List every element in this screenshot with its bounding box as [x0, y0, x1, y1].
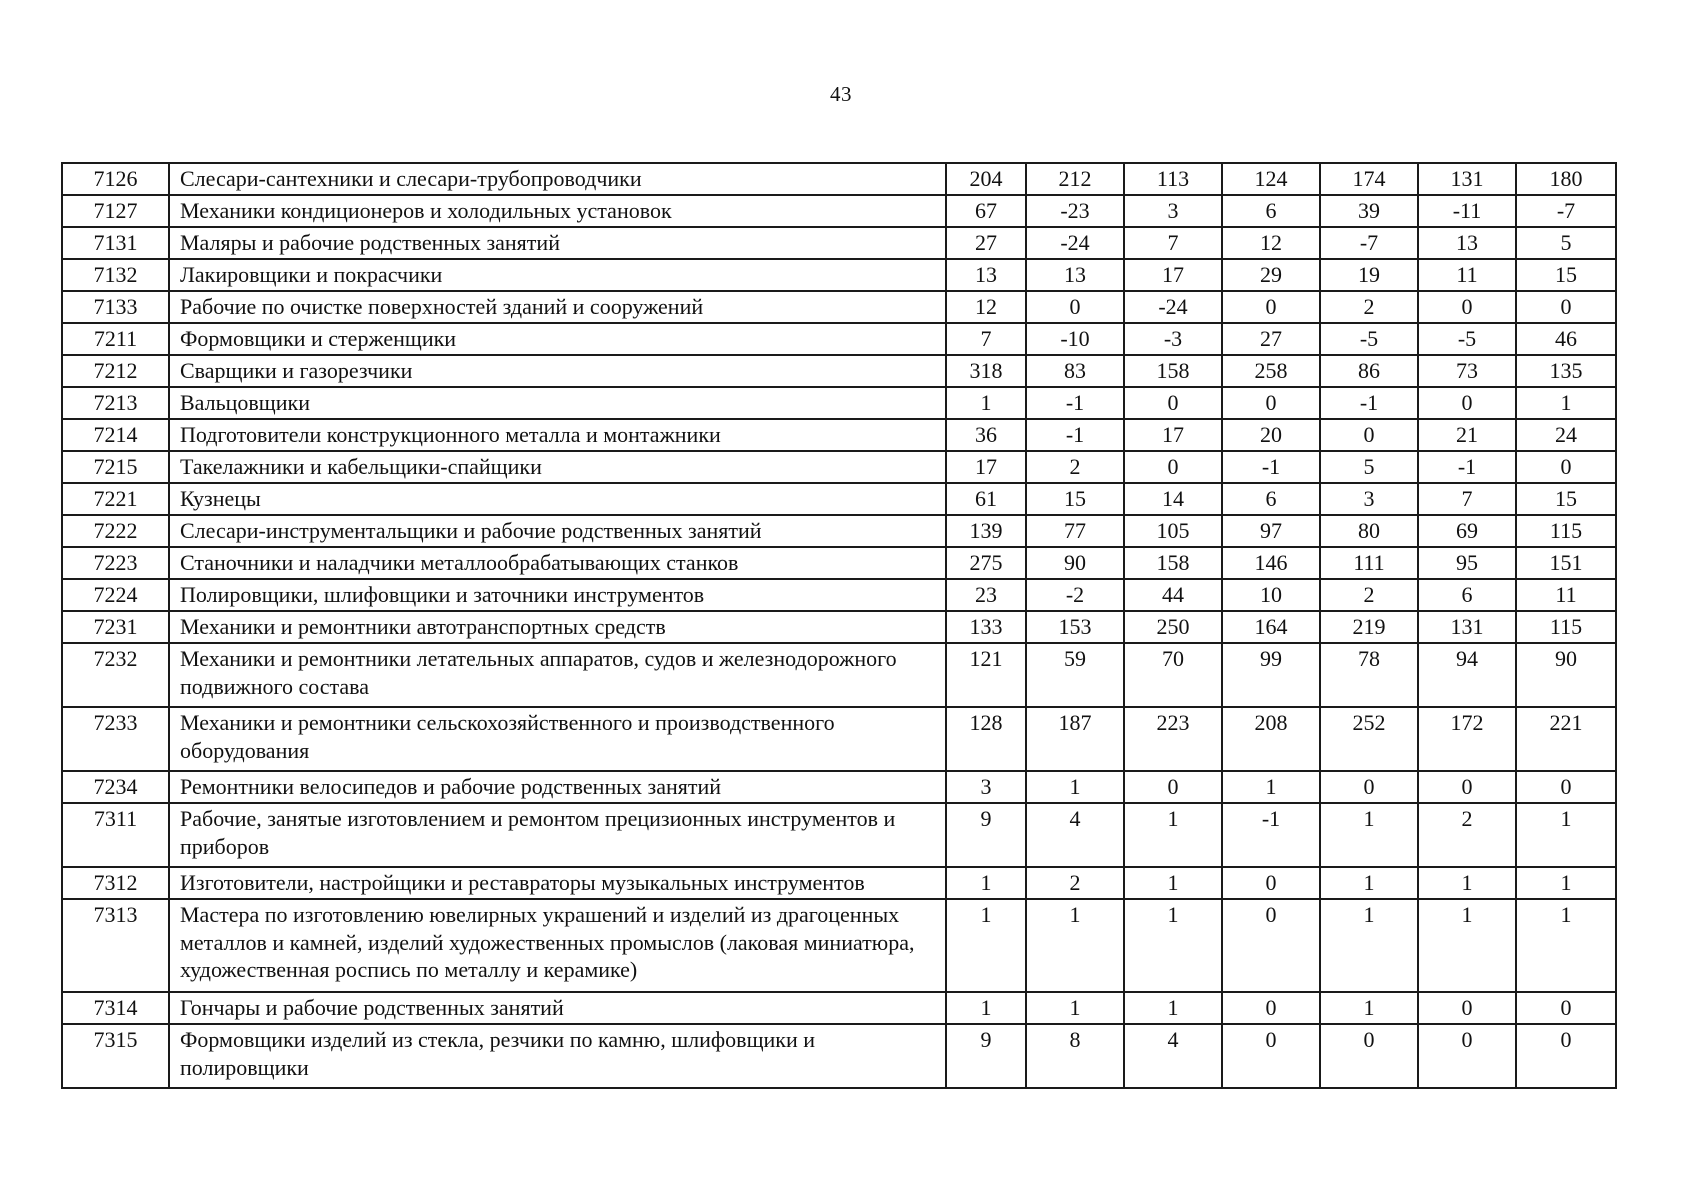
table-row [62, 707, 1616, 771]
value-cell: 115 [1516, 611, 1616, 643]
value-cell: 4 [1124, 1024, 1222, 1088]
value-cell: 219 [1320, 611, 1418, 643]
occupation-code: 7215 [62, 451, 169, 483]
value-cell: -1 [1320, 387, 1418, 419]
table-row [62, 259, 1616, 291]
value-cell: 121 [946, 643, 1026, 707]
value-cell: 158 [1124, 355, 1222, 387]
value-cell: 1 [1516, 867, 1616, 899]
value-cell: -7 [1516, 195, 1616, 227]
value-cell: -24 [1124, 291, 1222, 323]
value-cell: 19 [1320, 259, 1418, 291]
table-row [62, 547, 1616, 579]
value-cell: -1 [1222, 451, 1320, 483]
value-cell: 212 [1026, 163, 1124, 195]
value-cell: 13 [946, 259, 1026, 291]
value-cell: 1 [1516, 387, 1616, 419]
value-cell: 1 [1516, 899, 1616, 992]
value-cell: 1 [1222, 771, 1320, 803]
value-cell: 9 [946, 1024, 1026, 1088]
value-cell: 0 [1320, 771, 1418, 803]
value-cell: 1 [946, 387, 1026, 419]
occupation-title: Полировщики, шлифовщики и заточники инструментов [169, 579, 946, 611]
value-cell: 0 [1320, 419, 1418, 451]
table-row [62, 515, 1616, 547]
value-cell: 139 [946, 515, 1026, 547]
value-cell: 1 [1124, 803, 1222, 867]
occupation-code: 7315 [62, 1024, 169, 1088]
table-row [62, 291, 1616, 323]
occupation-code: 7233 [62, 707, 169, 771]
occupation-code: 7221 [62, 483, 169, 515]
value-cell: 46 [1516, 323, 1616, 355]
value-cell: 258 [1222, 355, 1320, 387]
value-cell: 131 [1418, 611, 1516, 643]
table-row [62, 195, 1616, 227]
value-cell: 0 [1418, 291, 1516, 323]
value-cell: 1 [1124, 992, 1222, 1024]
value-cell: 17 [1124, 419, 1222, 451]
value-cell: 4 [1026, 803, 1124, 867]
occupation-title: Механики и ремонтники сельскохозяйственного и производственного оборудования [169, 707, 946, 771]
value-cell: 0 [1124, 387, 1222, 419]
value-cell: 0 [1516, 1024, 1616, 1088]
table-row [62, 483, 1616, 515]
value-cell: 0 [1516, 291, 1616, 323]
value-cell: 21 [1418, 419, 1516, 451]
value-cell: 275 [946, 547, 1026, 579]
value-cell: 78 [1320, 643, 1418, 707]
occupation-title: Механики и ремонтники летательных аппаратов, судов и железнодорожного подвижного состава [169, 643, 946, 707]
occupation-title: Формовщики и стерженщики [169, 323, 946, 355]
value-cell: 3 [1320, 483, 1418, 515]
value-cell: -23 [1026, 195, 1124, 227]
value-cell: 0 [1320, 1024, 1418, 1088]
value-cell: -1 [1222, 803, 1320, 867]
value-cell: -3 [1124, 323, 1222, 355]
table-row [62, 611, 1616, 643]
value-cell: 113 [1124, 163, 1222, 195]
occupation-code: 7313 [62, 899, 169, 992]
value-cell: 67 [946, 195, 1026, 227]
value-cell: 27 [946, 227, 1026, 259]
value-cell: 15 [1516, 483, 1616, 515]
value-cell: 1 [1418, 899, 1516, 992]
value-cell: 135 [1516, 355, 1616, 387]
value-cell: 69 [1418, 515, 1516, 547]
value-cell: 0 [1124, 451, 1222, 483]
value-cell: 1 [1516, 803, 1616, 867]
value-cell: 133 [946, 611, 1026, 643]
table-body [62, 163, 1616, 1088]
value-cell: -5 [1320, 323, 1418, 355]
value-cell: 9 [946, 803, 1026, 867]
occupation-code: 7231 [62, 611, 169, 643]
value-cell: 0 [1222, 867, 1320, 899]
value-cell: 0 [1124, 771, 1222, 803]
occupation-code: 7232 [62, 643, 169, 707]
occupation-title: Вальцовщики [169, 387, 946, 419]
table-row [62, 643, 1616, 707]
occupation-code: 7127 [62, 195, 169, 227]
value-cell: 44 [1124, 579, 1222, 611]
occupation-code: 7312 [62, 867, 169, 899]
value-cell: 318 [946, 355, 1026, 387]
value-cell: 1 [946, 992, 1026, 1024]
value-cell: 146 [1222, 547, 1320, 579]
value-cell: 95 [1418, 547, 1516, 579]
occupation-title: Лакировщики и покрасчики [169, 259, 946, 291]
value-cell: 1 [1418, 867, 1516, 899]
value-cell: -1 [1026, 387, 1124, 419]
value-cell: 77 [1026, 515, 1124, 547]
value-cell: 86 [1320, 355, 1418, 387]
value-cell: 0 [1418, 387, 1516, 419]
value-cell: 158 [1124, 547, 1222, 579]
value-cell: 1 [1320, 992, 1418, 1024]
value-cell: 0 [1418, 992, 1516, 1024]
value-cell: 20 [1222, 419, 1320, 451]
value-cell: 17 [946, 451, 1026, 483]
value-cell: 0 [1222, 899, 1320, 992]
value-cell: 0 [1418, 771, 1516, 803]
occupation-title: Ремонтники велосипедов и рабочие родственных занятий [169, 771, 946, 803]
value-cell: 14 [1124, 483, 1222, 515]
value-cell: 6 [1222, 483, 1320, 515]
occupation-code: 7212 [62, 355, 169, 387]
occupation-title: Мастера по изготовлению ювелирных украшений и изделий из драгоценных металлов и камней, изделий художественных промыслов (лаковая миниатюра, художественная роспись по металлу и керамике) [169, 899, 946, 992]
value-cell: 23 [946, 579, 1026, 611]
value-cell: 90 [1516, 643, 1616, 707]
value-cell: 5 [1516, 227, 1616, 259]
occupation-title: Формовщики изделий из стекла, резчики по камню, шлифовщики и полировщики [169, 1024, 946, 1088]
value-cell: -7 [1320, 227, 1418, 259]
value-cell: 204 [946, 163, 1026, 195]
value-cell: 180 [1516, 163, 1616, 195]
occupation-title: Сварщики и газорезчики [169, 355, 946, 387]
value-cell: 1 [1026, 899, 1124, 992]
value-cell: 94 [1418, 643, 1516, 707]
value-cell: 27 [1222, 323, 1320, 355]
value-cell: 0 [1222, 387, 1320, 419]
table-row [62, 163, 1616, 195]
occupation-code: 7131 [62, 227, 169, 259]
value-cell: 29 [1222, 259, 1320, 291]
value-cell: 70 [1124, 643, 1222, 707]
value-cell: 0 [1516, 451, 1616, 483]
value-cell: 7 [946, 323, 1026, 355]
occupation-title: Подготовители конструкционного металла и монтажники [169, 419, 946, 451]
occupation-title: Рабочие по очистке поверхностей зданий и сооружений [169, 291, 946, 323]
table-row [62, 355, 1616, 387]
value-cell: 12 [1222, 227, 1320, 259]
value-cell: 0 [1222, 291, 1320, 323]
value-cell: 252 [1320, 707, 1418, 771]
value-cell: 15 [1516, 259, 1616, 291]
occupation-code: 7311 [62, 803, 169, 867]
value-cell: 6 [1418, 579, 1516, 611]
value-cell: 1 [1320, 899, 1418, 992]
value-cell: 97 [1222, 515, 1320, 547]
value-cell: 0 [1418, 1024, 1516, 1088]
value-cell: 3 [946, 771, 1026, 803]
value-cell: 6 [1222, 195, 1320, 227]
occupation-code: 7214 [62, 419, 169, 451]
value-cell: 105 [1124, 515, 1222, 547]
value-cell: 164 [1222, 611, 1320, 643]
value-cell: 221 [1516, 707, 1616, 771]
value-cell: 0 [1516, 771, 1616, 803]
table-row [62, 771, 1616, 803]
occupation-title: Гончары и рабочие родственных занятий [169, 992, 946, 1024]
occupation-title: Маляры и рабочие родственных занятий [169, 227, 946, 259]
table-row [62, 579, 1616, 611]
value-cell: 73 [1418, 355, 1516, 387]
occupation-title: Слесари-сантехники и слесари-трубопроводчики [169, 163, 946, 195]
value-cell: 1 [1026, 992, 1124, 1024]
value-cell: 131 [1418, 163, 1516, 195]
value-cell: -1 [1418, 451, 1516, 483]
value-cell: 2 [1026, 451, 1124, 483]
value-cell: 36 [946, 419, 1026, 451]
value-cell: 59 [1026, 643, 1124, 707]
value-cell: 13 [1418, 227, 1516, 259]
value-cell: 1 [946, 899, 1026, 992]
value-cell: 208 [1222, 707, 1320, 771]
value-cell: 153 [1026, 611, 1124, 643]
occupation-code: 7234 [62, 771, 169, 803]
value-cell: 174 [1320, 163, 1418, 195]
value-cell: 0 [1222, 992, 1320, 1024]
value-cell: 80 [1320, 515, 1418, 547]
value-cell: 124 [1222, 163, 1320, 195]
value-cell: 12 [946, 291, 1026, 323]
value-cell: 1 [1124, 867, 1222, 899]
value-cell: 1 [1320, 803, 1418, 867]
value-cell: 111 [1320, 547, 1418, 579]
table-row [62, 387, 1616, 419]
value-cell: 1 [1320, 867, 1418, 899]
value-cell: 151 [1516, 547, 1616, 579]
occupation-code: 7314 [62, 992, 169, 1024]
table-row [62, 992, 1616, 1024]
value-cell: 90 [1026, 547, 1124, 579]
occupation-code: 7133 [62, 291, 169, 323]
value-cell: -10 [1026, 323, 1124, 355]
value-cell: 15 [1026, 483, 1124, 515]
table-row [62, 1024, 1616, 1088]
value-cell: 128 [946, 707, 1026, 771]
table-row [62, 803, 1616, 867]
value-cell: 2 [1320, 291, 1418, 323]
occupation-title: Кузнецы [169, 483, 946, 515]
occupation-title: Механики кондиционеров и холодильных установок [169, 195, 946, 227]
value-cell: 115 [1516, 515, 1616, 547]
value-cell: 17 [1124, 259, 1222, 291]
occupation-title: Рабочие, занятые изготовлением и ремонтом прецизионных инструментов и приборов [169, 803, 946, 867]
occupation-code: 7213 [62, 387, 169, 419]
value-cell: 2 [1418, 803, 1516, 867]
value-cell: 3 [1124, 195, 1222, 227]
page-number: 43 [830, 82, 852, 106]
table-row [62, 419, 1616, 451]
value-cell: -5 [1418, 323, 1516, 355]
occupation-code: 7211 [62, 323, 169, 355]
value-cell: 2 [1026, 867, 1124, 899]
occupation-title: Слесари-инструментальщики и рабочие родственных занятий [169, 515, 946, 547]
value-cell: 172 [1418, 707, 1516, 771]
value-cell: 187 [1026, 707, 1124, 771]
table-row [62, 227, 1616, 259]
occupation-title: Изготовители, настройщики и реставраторы музыкальных инструментов [169, 867, 946, 899]
occupation-code: 7126 [62, 163, 169, 195]
occupation-title: Механики и ремонтники автотранспортных средств [169, 611, 946, 643]
occupations-table [61, 162, 1617, 1089]
value-cell: 39 [1320, 195, 1418, 227]
value-cell: 83 [1026, 355, 1124, 387]
value-cell: 10 [1222, 579, 1320, 611]
value-cell: 11 [1418, 259, 1516, 291]
value-cell: 223 [1124, 707, 1222, 771]
value-cell: -2 [1026, 579, 1124, 611]
occupation-code: 7224 [62, 579, 169, 611]
value-cell: -11 [1418, 195, 1516, 227]
value-cell: 2 [1320, 579, 1418, 611]
occupation-title: Такелажники и кабельщики-спайщики [169, 451, 946, 483]
value-cell: 1 [1124, 899, 1222, 992]
value-cell: 0 [1026, 291, 1124, 323]
value-cell: 61 [946, 483, 1026, 515]
value-cell: 99 [1222, 643, 1320, 707]
occupation-code: 7222 [62, 515, 169, 547]
value-cell: 7 [1418, 483, 1516, 515]
table-row [62, 899, 1616, 992]
value-cell: 1 [1026, 771, 1124, 803]
value-cell: -1 [1026, 419, 1124, 451]
value-cell: 0 [1222, 1024, 1320, 1088]
value-cell: 24 [1516, 419, 1616, 451]
value-cell: 7 [1124, 227, 1222, 259]
occupation-code: 7223 [62, 547, 169, 579]
value-cell: 5 [1320, 451, 1418, 483]
value-cell: 250 [1124, 611, 1222, 643]
table-row [62, 323, 1616, 355]
value-cell: 1 [946, 867, 1026, 899]
occupation-title: Станочники и наладчики металлообрабатывающих станков [169, 547, 946, 579]
value-cell: 0 [1516, 992, 1616, 1024]
occupation-code: 7132 [62, 259, 169, 291]
table-row [62, 867, 1616, 899]
value-cell: 11 [1516, 579, 1616, 611]
value-cell: -24 [1026, 227, 1124, 259]
value-cell: 8 [1026, 1024, 1124, 1088]
table-row [62, 451, 1616, 483]
value-cell: 13 [1026, 259, 1124, 291]
